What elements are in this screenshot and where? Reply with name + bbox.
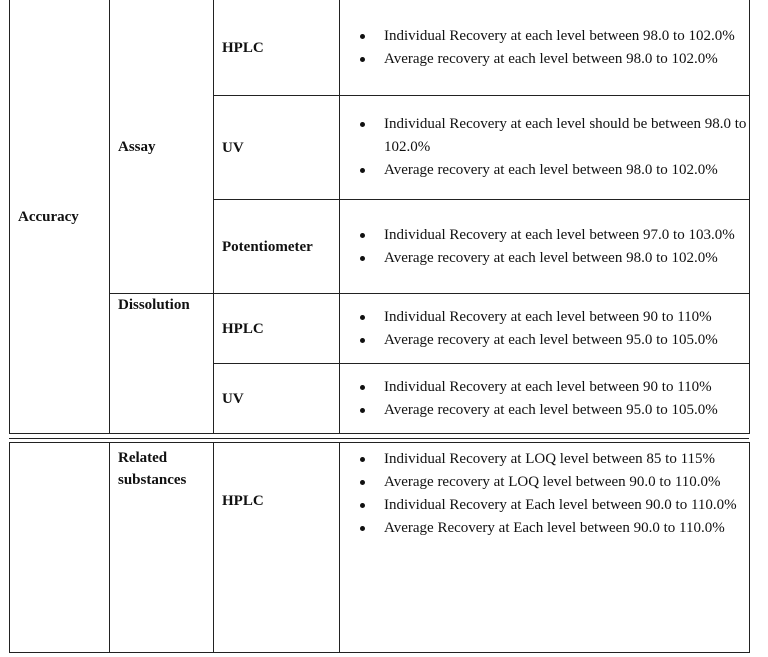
related-substances-table	[9, 442, 750, 653]
list-item: Average recovery at LOQ level between 90.0 to 110.0%	[380, 471, 749, 494]
list-item: Individual Recovery at each level between 90 to 110%	[380, 306, 749, 329]
related-substances-label-cell	[110, 443, 214, 653]
criteria-cell	[340, 443, 750, 653]
criteria-list	[340, 25, 749, 71]
page-break-line	[9, 438, 749, 439]
parameter-cell	[10, 443, 110, 653]
label-line: Related	[118, 450, 168, 466]
list-item: Individual Recovery at each level should be between 98.0 to 102.0%	[380, 113, 749, 159]
list-item: Individual Recovery at LOQ level between 85 to 115%	[380, 448, 749, 471]
criteria-cell	[340, 96, 750, 200]
criteria-list	[340, 113, 749, 182]
list-item: Individual Recovery at each level between 97.0 to 103.0%	[380, 224, 749, 247]
list-item: Average recovery at each level between 98.0 to 102.0%	[380, 48, 749, 71]
list-item: Average recovery at each level between 95.0 to 105.0%	[380, 399, 749, 422]
accuracy-criteria-table	[9, 0, 750, 434]
criteria-list	[340, 376, 749, 422]
list-item: Individual Recovery at Each level between 90.0 to 110.0%	[380, 494, 749, 517]
criteria-cell	[340, 200, 750, 294]
method-cell: Potentiometer	[214, 200, 340, 294]
list-item: Average Recovery at Each level between 90.0 to 110.0%	[380, 517, 749, 540]
method-cell: HPLC	[214, 0, 340, 96]
table-row	[10, 294, 750, 364]
criteria-cell	[340, 0, 750, 96]
table-row	[10, 0, 750, 96]
assay-label-cell: Assay	[110, 0, 214, 294]
method-cell	[214, 443, 340, 653]
criteria-list	[340, 224, 749, 270]
list-item: Individual Recovery at each level between 90 to 110%	[380, 376, 749, 399]
label-line: substances	[118, 472, 187, 488]
list-item: Average recovery at each level between 95.0 to 105.0%	[380, 329, 749, 352]
parameter-cell: Accuracy	[10, 0, 110, 434]
method-cell: UV	[214, 96, 340, 200]
criteria-list	[340, 448, 749, 540]
method-cell: HPLC	[214, 294, 340, 364]
list-item: Average recovery at each level between 98.0 to 102.0%	[380, 159, 749, 182]
criteria-cell	[340, 294, 750, 364]
criteria-list	[340, 306, 749, 352]
criteria-cell	[340, 364, 750, 434]
list-item: Average recovery at each level between 98.0 to 102.0%	[380, 247, 749, 270]
method-label: HPLC	[222, 493, 264, 509]
method-cell: UV	[214, 364, 340, 434]
dissolution-label-cell: Dissolution	[110, 294, 214, 434]
list-item: Individual Recovery at each level between 98.0 to 102.0%	[380, 25, 749, 48]
table-row	[10, 443, 750, 653]
